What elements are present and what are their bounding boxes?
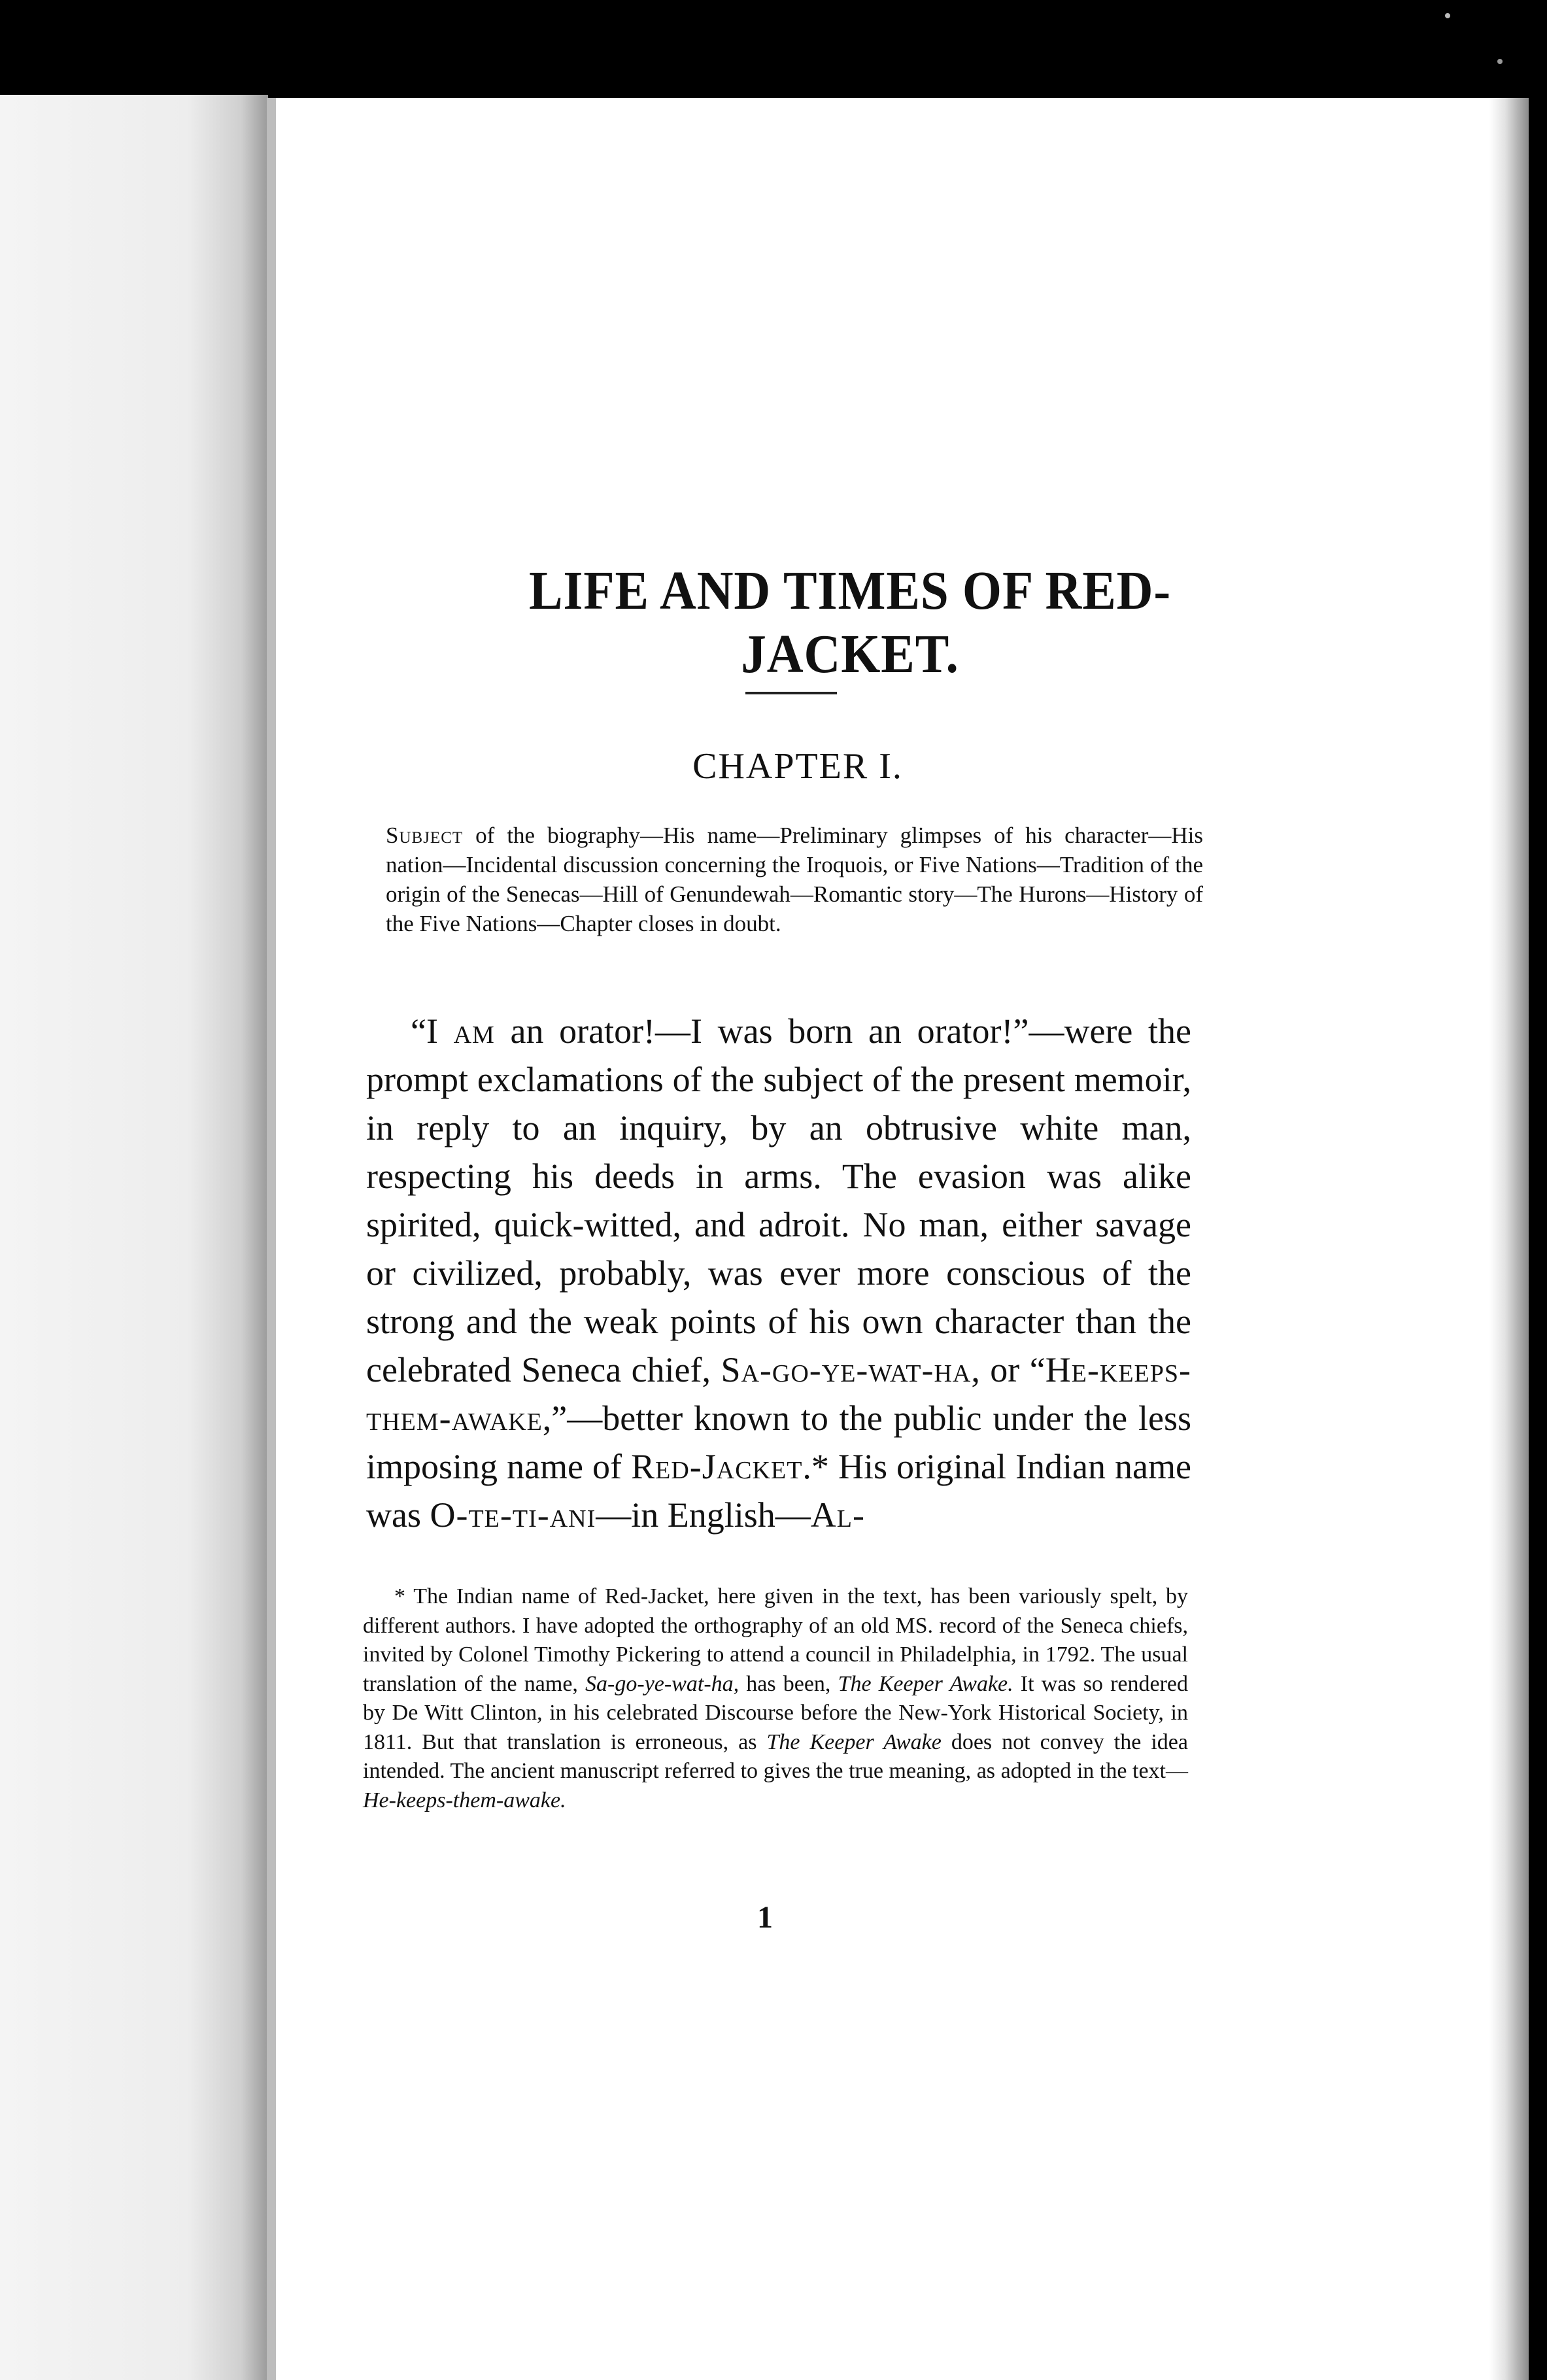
title-rule bbox=[745, 692, 837, 694]
body-run: an orator!—I was born an orator!”—were the prompt exclamations of the subject of the present memoir, in reply to an inquiry, by an obtrusive white man, respecting his deeds in arms. The evasion was alike spirited, quick-witted, and adroit. No man, either savage or civilized, probably, was ever more conscious of the strong and the weak points of his own character than the celebrated Seneca chief, bbox=[366, 1012, 1191, 1389]
footnote-italic: The Keeper Awake bbox=[766, 1729, 942, 1754]
footnote-run: * The Indian name of Red-Jacket, here given in the text, has been variously spelt, by different authors. I have adopted the orthography of an old MS. record of the Seneca chiefs, invited by Colonel Timothy Pickering to attend a council in Philadelphia, in 1792. The usual translation of the name, bbox=[363, 1584, 1188, 1696]
scan-speck bbox=[1497, 59, 1503, 64]
body-text bbox=[366, 1007, 1191, 1539]
synopsis-lead: Subject bbox=[386, 823, 464, 848]
footnote-run: has been, bbox=[739, 1671, 838, 1696]
small-caps-word: am bbox=[453, 1012, 495, 1051]
chapter-synopsis bbox=[386, 821, 1203, 938]
body-run: —in English— bbox=[596, 1495, 811, 1535]
body-run: ,”—better known to the public under the less imposing name of bbox=[366, 1399, 1191, 1486]
english-name: Red-Jacket bbox=[631, 1447, 803, 1486]
chapter-heading: CHAPTER I. bbox=[692, 746, 903, 787]
footnote-run: does not convey the idea intended. The ancient manuscript referred to gives the true meaning, as adopted in the text— bbox=[363, 1729, 1188, 1783]
footnote-run: It was so rendered by De Witt Clinton, in his celebrated Discourse before the New-York Historical Society, in 1811. But that translation is erroneous, as bbox=[363, 1671, 1188, 1754]
body-paragraph bbox=[366, 1007, 1191, 1539]
page-edge-shadow bbox=[1489, 98, 1529, 2380]
facing-page bbox=[0, 95, 268, 2380]
footnote-italic: The Keeper Awake. bbox=[838, 1671, 1013, 1696]
continued-name: Al- bbox=[810, 1495, 865, 1535]
page-number: 1 bbox=[757, 1900, 773, 1935]
name-translation: He-keeps-them-awake bbox=[366, 1350, 1191, 1438]
footnote-italic: Sa-go-ye-wat-ha, bbox=[585, 1671, 740, 1696]
footnote bbox=[363, 1582, 1188, 1815]
body-run: “I bbox=[411, 1012, 454, 1051]
footnote-italic: He-keeps-them-awake. bbox=[363, 1788, 566, 1812]
footnote-paragraph bbox=[363, 1582, 1188, 1815]
scan-speck bbox=[1445, 13, 1450, 18]
original-indian-name: O-te-ti-ani bbox=[430, 1495, 596, 1535]
book-title: LIFE AND TIMES OF RED-JACKET. bbox=[528, 560, 1172, 685]
synopsis-text: of the biography—His name—Preliminary glimpses of his character—His nation—Incidental discussion concerning the Iroquois, or Five Nations—Tradition of the origin of the Senecas—Hill of Genundewah—Romantic story—The Hurons—History of the Five Nations—Chapter closes in doubt. bbox=[386, 823, 1203, 936]
body-run: , or “ bbox=[971, 1350, 1046, 1389]
indian-name: Sa-go-ye-wat-ha bbox=[721, 1350, 972, 1389]
body-run: .* His original Indian name was bbox=[366, 1447, 1191, 1535]
